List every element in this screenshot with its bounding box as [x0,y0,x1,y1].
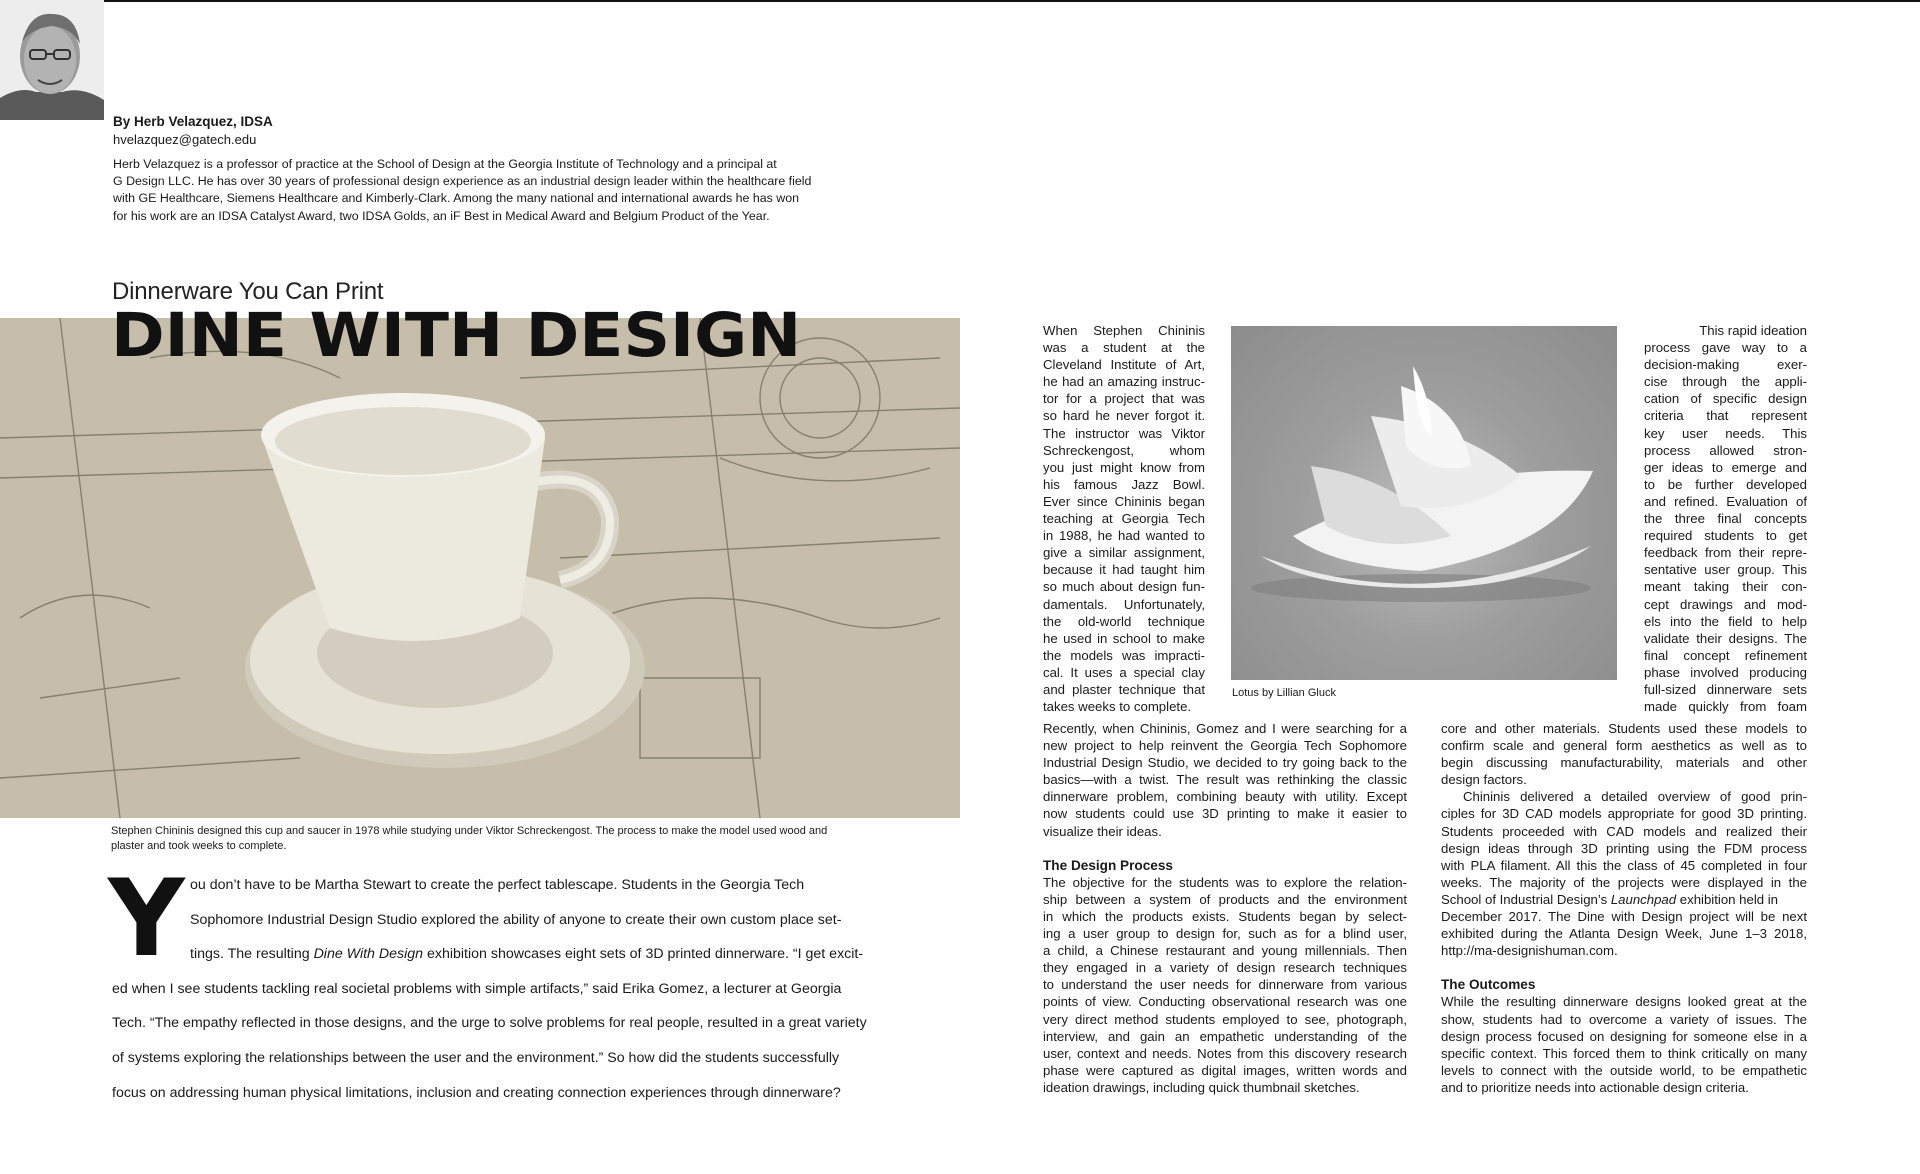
text-line: ger ideas to emerge and [1644,459,1807,475]
text-line: Recently, when Chininis, Gomez and I were searching for a [1043,721,1407,736]
text-line: validate their designs. The [1644,630,1807,646]
text-line: visualize their ideas. [1043,823,1162,839]
text-line: phase were captured as digital images, written words and [1043,1062,1407,1078]
text-line: to be further developed [1644,476,1807,492]
bio-line: G Design LLC. He has over 30 years of professional design experience as an industrial design leader within the healthcare field [113,174,812,189]
lede-line: Tech. “The empathy reflected in those designs, and the urge to solve problems for real people, resulted in a great variety [112,1015,867,1032]
text-line: ciples for 3D CAD models appropriate for good 3D printing. [1441,806,1807,822]
text-line: While the resulting dinnerware designs looked great at the [1441,994,1807,1010]
text-line: design process focused on designing for someone else in a [1441,1028,1807,1044]
text-line: exhibited during the Atlanta Design Week, June 1–3 2018, [1441,926,1807,942]
text-line: in which the products exists. Students began by select- [1043,908,1407,924]
text-line: decision-making exer- [1644,357,1807,373]
lede-line: Sophomore Industrial Design Studio explored the ability of anyone to create their own custom place set- [190,911,842,928]
lede-text: exhibition showcases eight sets of 3D printed dinnerware. “I get excit- [423,946,864,963]
text-line: required students to get [1644,528,1807,544]
text-line: the old-world technique [1043,613,1205,629]
text-line: Industrial Design Studio, we decided to try going back to the [1043,755,1407,771]
text-line: and plaster technique that [1043,681,1205,697]
top-rule [0,0,1920,2]
text-line: in 1988, he had wanted to [1043,528,1205,544]
text-line: weeks. The majority of the projects were displayed in the [1441,874,1807,890]
photo-caption: Lotus by Lillian Gluck [1232,687,1336,699]
text-line: meant taking their con- [1644,579,1807,595]
text-line: core and other materials. Students used these models to [1441,721,1807,736]
text-line: and refined. Evaluation of [1644,493,1807,509]
text-line: full-sized dinnerware sets [1644,681,1807,697]
text-line: When Stephen Chininis [1043,323,1205,338]
text-line: takes weeks to complete. [1043,699,1192,715]
text-line: cise through the appli- [1644,374,1807,390]
text-line: the models was impracti- [1043,647,1205,663]
caption-line: Stephen Chininis designed this cup and saucer in 1978 while studying under Viktor Schreckengost. The process to make the model used wood and [111,825,828,837]
lede-line: ed when I see students tackling real societal problems with simple artifacts,” said Erika Gomez, a lecturer at Georgia [112,980,842,997]
text-line: you just might know from [1043,459,1205,475]
exhibition-title: Dine With Design [313,946,424,963]
drop-cap: Y [108,857,185,980]
text-line: design factors. [1441,772,1527,788]
bio-line: with GE Healthcare, Siemens Healthcare and Kimberly-Clark. Among the many national and international awards he has won [113,191,799,206]
text-line: to understand the user needs for dinnerware from various [1043,977,1407,993]
column-b-body [1441,720,1807,1096]
article-headline: DINE WITH DESIGN [111,300,802,371]
text-line: The objective for the students was to explore the relation- [1043,874,1407,890]
article-kicker: Dinnerware You Can Print [112,278,384,305]
hero-caption [111,824,861,854]
text-line: ship between a system of products and the environment [1043,891,1407,907]
text-line: els into the field to help [1644,613,1807,629]
text-line: give a similar assignment, [1043,545,1205,561]
text-line: criteria that represent [1644,408,1807,424]
text-line: cept drawings and mod- [1644,596,1807,612]
text-line: The instructor was Viktor [1043,425,1205,441]
website-link[interactable]: http://ma-designishuman.com. [1441,943,1618,959]
lede-line [112,937,874,972]
text-line: specific context. This forced them to think critically on many [1441,1045,1807,1061]
text-line: because it had taught him [1043,562,1205,578]
text-line: his famous Jazz Bowl. [1043,476,1205,492]
lede-line: focus on addressing human physical limitations, inclusion and creating connection experiences through dinnerware? [112,1084,841,1101]
text-line: Chininis delivered a detailed overview of good prin- [1463,789,1807,805]
author-portrait [0,0,104,120]
text-line: was a student at the [1043,340,1205,356]
lede-line: ou don’t have to be Martha Stewart to create the perfect tablescape. Students in the Georgia Tech [190,877,805,893]
text-line: with PLA filament. All this the class of 45 completed in four [1441,857,1807,873]
text-line: dinnerware problem, combining beauty with utility. Except [1043,789,1407,805]
line-text: exhibition held in [1676,891,1779,907]
text-line: phase involved producing [1644,664,1807,680]
exhibition-name: Launchpad [1610,891,1677,907]
text-line: cal. It uses a special clay [1043,664,1205,680]
text-line: feedback from their repre- [1644,545,1807,561]
text-line: December 2017. The Dine with Design project will be next [1441,909,1807,925]
author-bio [113,156,813,225]
text-line [1441,891,1807,908]
author-email[interactable]: hvelazquez@gatech.edu [113,132,257,147]
text-line: Ever since Chininis began [1043,493,1205,509]
text-line: design ideas through 3D printing using the FDM process [1441,840,1807,856]
text-line: damentals. Unfortunately, [1043,596,1205,612]
lotus-dinnerware-illustration [1231,326,1617,680]
lede-paragraph [112,868,874,1110]
text-line: new project to help reinvent the Georgia Tech Sophomore [1043,738,1407,754]
text-line: they engaged in a variety of design research techniques [1043,960,1407,976]
column-a-body [1043,720,1407,1096]
text-line: confirm scale and general form aesthetics as well as to [1441,738,1807,754]
text-line: process allowed stron- [1644,442,1807,458]
text-line: he used in school to make [1043,630,1205,646]
text-line: levels to connect with the outside world, to be empathetic [1441,1062,1807,1078]
text-line: interview, and gain an empathetic understanding of the [1043,1028,1407,1044]
text-line: and to prioritize needs into actionable design criteria. [1441,1079,1749,1095]
bio-line: Herb Velazquez is a professor of practice at the School of Design at the Georgia Institute of Technology and a principal at [113,157,777,171]
text-line: key user needs. This [1644,425,1807,441]
lede-line: of systems exploring the relationships between the user and the environment.” So how did the students successfully [112,1049,840,1066]
text-line: made quickly from foam [1644,699,1807,715]
design-process-heading: The Design Process [1043,857,1173,873]
text-line: so hard he never forgot it. [1043,408,1205,424]
text-line: now students could use 3D printing to make it easier to [1043,806,1407,822]
text-line: show, students had to overcome a variety of issues. The [1441,1011,1807,1027]
caption-line: plaster and took weeks to complete. [111,840,287,852]
text-line: points of view. Conducting observational research was one [1043,994,1407,1010]
text-line: the three final concepts [1644,511,1807,527]
text-line: begin discussing manufacturability, materials and other [1441,755,1807,771]
text-line: tor for a project that was [1043,391,1205,407]
outcomes-heading: The Outcomes [1441,977,1536,993]
paragraph-gap [1441,959,1807,976]
hero-image [0,318,960,818]
line-text: School of Industrial Design’s [1441,891,1611,907]
text-line: Schreckengost, whom [1043,442,1205,458]
text-line: Cleveland Institute of Art, [1043,357,1205,373]
paragraph-gap [1043,840,1407,857]
text-line: very direct method students employed to see, photograph, [1043,1011,1407,1027]
text-line: user, context and needs. Notes from this discovery research [1043,1045,1407,1061]
column-a-intro [1043,322,1205,715]
text-line: teaching at Georgia Tech [1043,511,1205,527]
text-line: so much about design fun- [1043,579,1205,595]
column-b-intro [1644,322,1807,715]
text-line: cation of specific design [1644,391,1807,407]
author-byline: By Herb Velazquez, IDSA [113,114,273,129]
text-line: basics—with a twist. The result was rethinking the classic [1043,772,1407,788]
lotus-dinnerware-photo [1231,326,1617,680]
text-line: ideation drawings, including quick thumbnail sketches. [1043,1079,1360,1095]
text-line: Students proceeded with CAD models and realized their [1441,823,1807,839]
text-line: ing a user group to design for, such as for a blind user, [1043,926,1407,942]
text-line: process gave way to a [1644,340,1807,356]
text-line: a child, a Chinese restaurant and young millennials. Then [1043,943,1407,959]
lede-text: tings. The resulting [190,946,314,963]
text-line: This rapid ideation [1699,323,1807,338]
cup-and-saucer-illustration [0,318,960,818]
text-line: he had an amazing instruc- [1043,374,1205,390]
text-line: sentative user group. This [1644,562,1807,578]
bio-line: for his work are an IDSA Catalyst Award, two IDSA Golds, an iF Best in Medical Award and Belgium Product of the Year. [113,208,770,223]
text-line: final concept refinement [1644,647,1807,663]
